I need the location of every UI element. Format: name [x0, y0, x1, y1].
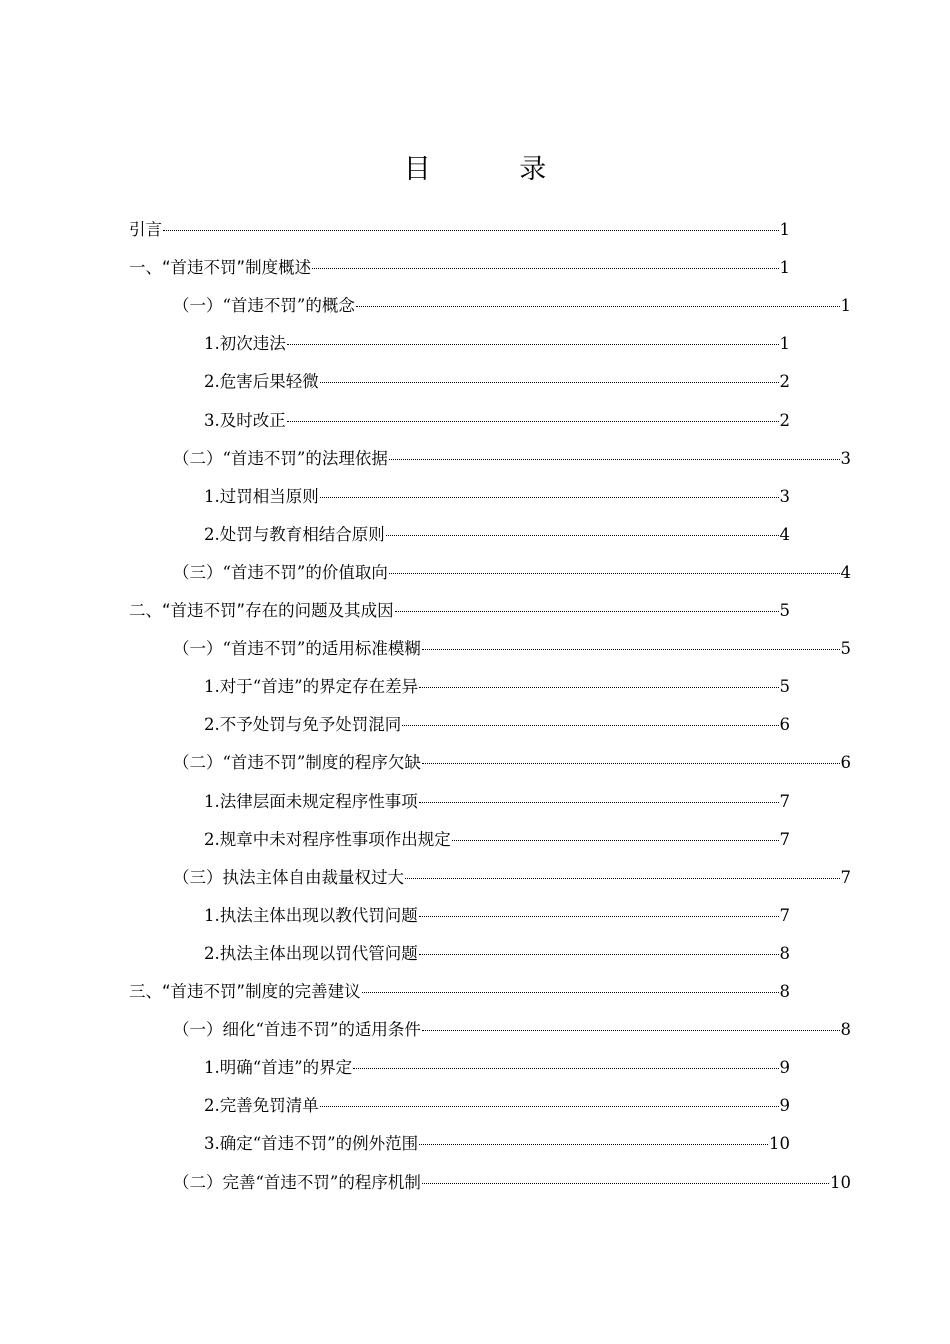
toc-dot-leader — [312, 268, 778, 269]
toc-entry-label: 2.处罚与教育相结合原则 — [204, 524, 385, 544]
toc-dot-leader — [419, 916, 779, 917]
toc-entry-label: （三）执法主体自由裁量权过大 — [173, 867, 404, 887]
toc-entry[interactable] — [173, 561, 851, 585]
toc-entry[interactable] — [173, 1018, 851, 1042]
toc-entry-page-number: 2 — [779, 410, 790, 430]
toc-entry-page-number: 8 — [779, 982, 790, 1001]
toc-entry-page-number: 4 — [779, 524, 790, 544]
toc-dot-leader — [405, 878, 840, 879]
toc-entry-label: 1.对于“首违”的界定存在差异 — [204, 677, 419, 697]
toc-entry-label: （三）“首违不罚”的价值取向 — [173, 562, 388, 582]
toc-dot-leader — [320, 1106, 779, 1107]
toc-entry-label: （二）完善“首违不罚”的程序机制 — [173, 1172, 421, 1192]
toc-entry-page-number: 9 — [779, 1058, 790, 1078]
toc-entry[interactable] — [204, 1094, 790, 1118]
toc-entry[interactable] — [204, 1056, 790, 1080]
toc-entry-label: 1.法律层面未规定程序性事项 — [204, 791, 418, 811]
toc-entry[interactable] — [204, 1132, 790, 1156]
toc-entry-page-number: 8 — [840, 1020, 851, 1040]
toc-dot-leader — [452, 840, 779, 841]
toc-entry-label: （二）“首违不罚”的法理依据 — [173, 448, 388, 468]
toc-entry-page-number: 1 — [779, 334, 790, 354]
toc-entry[interactable] — [204, 332, 790, 356]
toc-entry-label: 2.不予处罚与免予处罚混同 — [204, 715, 402, 735]
toc-entry[interactable] — [129, 980, 790, 1004]
toc-entry-label: 引言 — [129, 220, 162, 239]
toc-dot-leader — [422, 1183, 829, 1184]
toc-entry-page-number: 7 — [779, 905, 790, 925]
toc-entry-page-number: 9 — [779, 1096, 790, 1116]
toc-entry-page-number: 3 — [840, 448, 851, 468]
toc-entry-page-number: 5 — [779, 677, 790, 697]
toc-entry[interactable] — [173, 1171, 851, 1195]
toc-entry-label: （一）“首违不罚”的概念 — [173, 296, 355, 316]
toc-dot-leader — [163, 230, 779, 231]
toc-dot-leader — [419, 802, 779, 803]
toc-entry[interactable] — [204, 790, 790, 814]
toc-dot-leader — [422, 649, 840, 650]
toc-dot-leader — [320, 382, 779, 383]
toc-entry-page-number: 7 — [840, 867, 851, 887]
toc-entry-label: 2.规章中未对程序性事项作出规定 — [204, 829, 451, 849]
toc-entry-page-number: 7 — [779, 791, 790, 811]
toc-entry-page-number: 1 — [779, 220, 790, 239]
toc-entry-label: 1.执法主体出现以教代罚问题 — [204, 905, 418, 925]
toc-entry[interactable] — [204, 942, 790, 966]
toc-entry[interactable] — [204, 675, 790, 699]
toc-dot-leader — [287, 344, 779, 345]
toc-entry[interactable] — [173, 866, 851, 890]
toc-entry-page-number: 4 — [840, 562, 851, 582]
toc-entry-label: （一）“首违不罚”的适用标准模糊 — [173, 639, 421, 659]
toc-entry-page-number: 2 — [779, 372, 790, 392]
toc-entry[interactable] — [204, 713, 790, 737]
toc-entry-label: 三、“首违不罚”制度的完善建议 — [129, 982, 361, 1001]
toc-entry[interactable] — [173, 294, 851, 318]
toc-entry-label: （二）“首违不罚”制度的程序欠缺 — [173, 753, 421, 773]
toc-entry[interactable] — [129, 599, 790, 623]
toc-entry[interactable] — [129, 218, 790, 242]
toc-entry-label: 2.执法主体出现以罚代管问题 — [204, 943, 418, 963]
toc-entry-label: 1.过罚相当原则 — [204, 486, 319, 506]
toc-dot-leader — [356, 306, 840, 307]
toc-entry[interactable] — [204, 370, 790, 394]
toc-entry-label: 1.明确“首违”的界定 — [204, 1058, 353, 1078]
toc-entry-page-number: 10 — [830, 1172, 851, 1192]
toc-entry[interactable] — [204, 828, 790, 852]
toc-entry-label: 一、“首违不罚”制度概述 — [129, 258, 312, 278]
toc-entry[interactable] — [204, 409, 790, 433]
toc-entry-page-number: 8 — [779, 943, 790, 963]
toc-dot-leader — [395, 611, 779, 612]
toc-dot-leader — [389, 459, 840, 460]
toc-entry[interactable] — [204, 485, 790, 509]
toc-dot-leader — [402, 725, 778, 726]
toc-dot-leader — [419, 687, 778, 688]
toc-entry-page-number: 5 — [840, 639, 851, 659]
toc-entry-page-number: 10 — [769, 1134, 790, 1154]
toc-entry-page-number: 5 — [779, 601, 790, 620]
toc-entry[interactable] — [173, 447, 851, 471]
toc-entry[interactable] — [204, 523, 790, 547]
toc-entry[interactable] — [173, 751, 851, 775]
toc-entry-label: （一）细化“首违不罚”的适用条件 — [173, 1020, 421, 1040]
toc-entry-label: 二、“首违不罚”存在的问题及其成因 — [129, 601, 394, 620]
toc-entry-page-number: 6 — [779, 715, 790, 735]
toc-entry[interactable] — [129, 256, 790, 280]
toc-dot-leader — [287, 421, 779, 422]
toc-entry-label: 1.初次违法 — [204, 334, 286, 354]
toc-entry-page-number: 3 — [779, 486, 790, 506]
toc-entry-label: 2.危害后果轻微 — [204, 372, 319, 392]
toc-dot-leader — [422, 763, 840, 764]
toc-dot-leader — [353, 1068, 778, 1069]
toc-dot-leader — [386, 535, 779, 536]
toc-entry-page-number: 1 — [840, 296, 851, 316]
toc-entry-page-number: 6 — [840, 753, 851, 773]
toc-dot-leader — [389, 573, 840, 574]
toc-dot-leader — [419, 954, 779, 955]
toc-entry-page-number: 7 — [779, 829, 790, 849]
toc-dot-leader — [362, 992, 779, 993]
toc-entry-label: 2.完善免罚清单 — [204, 1096, 319, 1116]
toc-entry-page-number: 1 — [779, 258, 790, 278]
toc-entry-label: 3.确定“首违不罚”的例外范围 — [204, 1134, 419, 1154]
toc-dot-leader — [320, 497, 779, 498]
toc-dot-leader — [422, 1030, 840, 1031]
toc-dot-leader — [419, 1144, 768, 1145]
toc-entry-label: 3.及时改正 — [204, 410, 286, 430]
toc-title: 目 录 — [403, 154, 587, 185]
toc-entry[interactable] — [204, 904, 790, 928]
toc-entry[interactable] — [173, 637, 851, 661]
